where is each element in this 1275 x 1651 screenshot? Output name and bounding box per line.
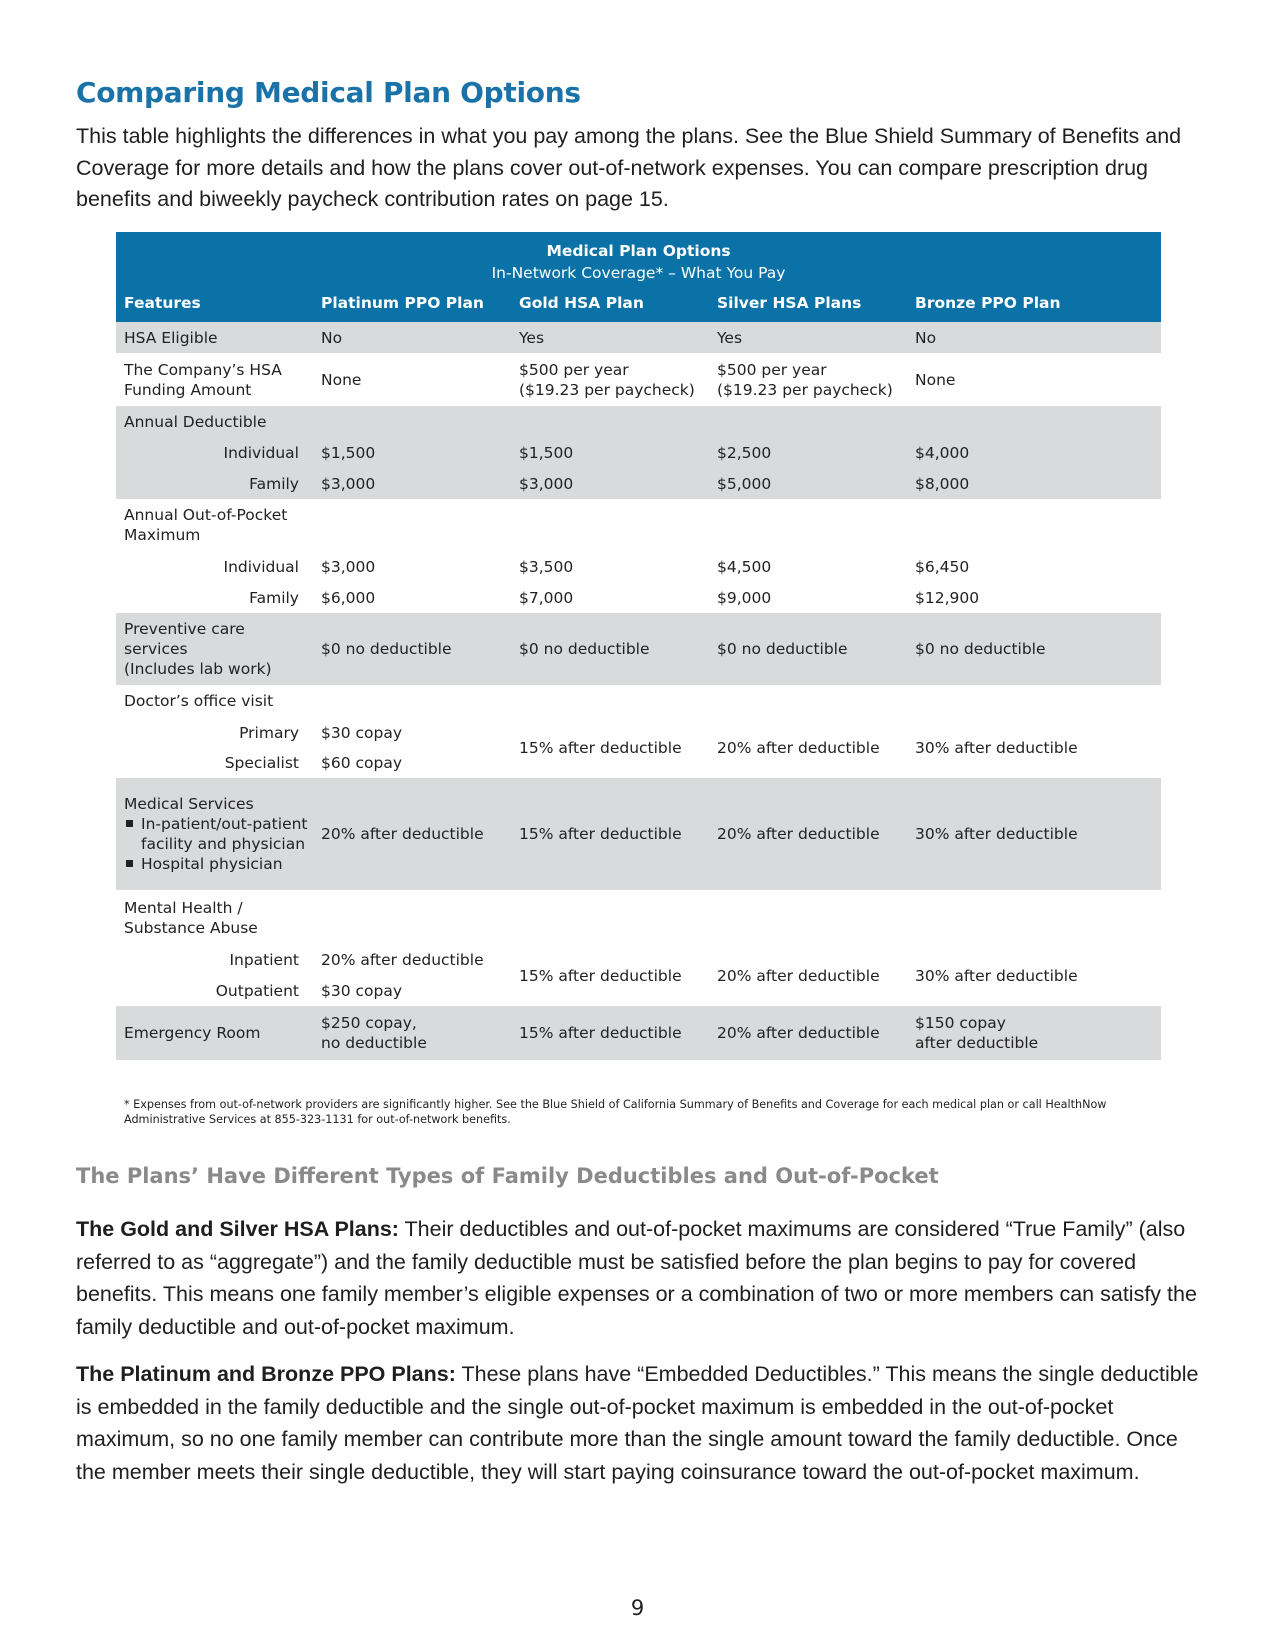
cell-silver: $5,000 (709, 468, 907, 499)
plan-comparison-table (116, 232, 1161, 1060)
row-label: Emergency Room (116, 1006, 313, 1060)
cell-platinum: $1,500 (313, 438, 511, 468)
cell-bronze: 30% after deductible (907, 778, 1161, 890)
table-row (116, 1006, 1161, 1060)
sub-label-individual: Individual (116, 551, 313, 582)
sub-label-inpatient: Inpatient (116, 945, 313, 975)
paragraph-body: These plans have “Embedded Deductibles.” This means the single deductible is embedded in the family deductible and the single out-of-pocket maximum is embedded in the out-of-pocket maximum, so no one family member can contribute more than the single amount toward the family deductible. Once the member meets their single deductible, they will start paying coinsurance toward the out-of-pocket maximum. (76, 1362, 1199, 1484)
page-number: 9 (630, 1596, 645, 1620)
table-row (116, 613, 1161, 685)
cell-gold: 15% after deductible (511, 778, 709, 890)
cell-platinum: $60 copay (313, 748, 511, 778)
row-label-line: services (124, 640, 188, 658)
cell-platinum: $6,000 (313, 582, 511, 613)
cell-line: $500 per year (519, 360, 629, 379)
table-row (116, 945, 1161, 975)
cell-gold: Yes (511, 322, 709, 353)
row-label (116, 890, 313, 945)
cell-platinum: $3,000 (313, 551, 511, 582)
cell-line: $150 copay (915, 1014, 1006, 1032)
row-label-line: Preventive care (124, 620, 245, 638)
sub-label-primary: Primary (116, 717, 313, 748)
section-heading: The Plans’ Have Different Types of Family Deductibles and Out-of-Pocket (76, 1164, 939, 1188)
cell-silver: 20% after deductible (709, 717, 907, 778)
table-row (116, 406, 1161, 438)
cell-bronze: $8,000 (907, 468, 1161, 499)
table-caption-row (116, 232, 1161, 288)
row-label (116, 778, 313, 890)
cell-platinum: $0 no deductible (313, 613, 511, 685)
row-label-line: The Company’s HSA (124, 360, 282, 379)
cell-gold: 15% after deductible (511, 945, 709, 1006)
table-caption (116, 232, 1161, 288)
bullet-item: Hospital physician (124, 854, 313, 874)
table-row (116, 778, 1161, 890)
cell-silver: $9,000 (709, 582, 907, 613)
cell-silver: 20% after deductible (709, 1006, 907, 1060)
cell-bronze: No (907, 322, 1161, 353)
table-row (116, 890, 1161, 945)
table-caption-title: Medical Plan Options (546, 242, 731, 260)
cell-bronze: $4,000 (907, 438, 1161, 468)
paragraph-ppo-plans (76, 1358, 1211, 1488)
sub-label-individual: Individual (116, 438, 313, 468)
sub-label-family: Family (116, 468, 313, 499)
table-row (116, 322, 1161, 353)
table-row (116, 353, 1161, 406)
cell-platinum: $3,000 (313, 468, 511, 499)
cell-bronze: 30% after deductible (907, 945, 1161, 1006)
bullet-list (124, 814, 313, 874)
cell-gold (511, 353, 709, 406)
bullet-item: In-patient/out-patient facility and physician (124, 814, 313, 854)
row-label: HSA Eligible (116, 322, 313, 353)
row-label (116, 613, 313, 685)
cell-platinum: $30 copay (313, 717, 511, 748)
paragraph-body: Their deductibles and out-of-pocket maximums are considered “True Family” (also referred to as “aggregate”) and the family deductible must be satisfied before the plan begins to pay for covered benefits. This means one family member’s eligible expenses or a combination of two or more members can satisfy the family deductible and out-of-pocket maximum. (76, 1217, 1197, 1339)
cell-line: $500 per year (717, 360, 827, 379)
table-footnote: * Expenses from out-of-network providers are significantly higher. See the Blue Shield of California Summary of Benefits and Coverage for each medical plan or call HealthNow Administrative Services at 855-323-1131 for out-of-network benefits. (124, 1098, 1107, 1126)
sub-label-specialist: Specialist (116, 748, 313, 778)
row-label-line: Maximum (124, 526, 201, 544)
cell-gold: $3,500 (511, 551, 709, 582)
row-label-line: (Includes lab work) (124, 660, 272, 678)
cell-platinum (313, 1006, 511, 1060)
cell-bronze: $6,450 (907, 551, 1161, 582)
paragraph-lead: The Gold and Silver HSA Plans: (76, 1217, 399, 1241)
row-label (116, 353, 313, 406)
row-label-line: Substance Abuse (124, 918, 258, 937)
header-gold: Gold HSA Plan (511, 288, 709, 322)
cell-gold: 15% after deductible (511, 717, 709, 778)
cell-bronze: 30% after deductible (907, 717, 1161, 778)
row-label: Doctor’s office visit (116, 685, 313, 717)
cell-line: ($19.23 per paycheck) (717, 380, 893, 399)
row-label-line: Funding Amount (124, 380, 252, 399)
table-row (116, 685, 1161, 717)
cell-platinum: No (313, 322, 511, 353)
cell-line: after deductible (915, 1034, 1039, 1052)
row-label (116, 499, 313, 551)
table-row (116, 438, 1161, 468)
table-row (116, 582, 1161, 613)
cell-gold: $3,000 (511, 468, 709, 499)
cell-silver (709, 353, 907, 406)
paragraph-hsa-plans (76, 1213, 1211, 1343)
cell-bronze (907, 1006, 1161, 1060)
cell-line: ($19.23 per paycheck) (519, 380, 695, 399)
cell-bronze: $0 no deductible (907, 613, 1161, 685)
table-row (116, 468, 1161, 499)
cell-silver: $2,500 (709, 438, 907, 468)
table-row (116, 551, 1161, 582)
intro-paragraph: This table highlights the differences in what you pay among the plans. See the Blue Shield Summary of Benefits and Coverage for more details and how the plans cover out-of-network expenses. You can compare prescription drug benefits and biweekly paycheck contribution rates on page 15. (76, 124, 1182, 211)
cell-bronze: None (907, 353, 1161, 406)
cell-silver: $0 no deductible (709, 613, 907, 685)
cell-bronze: $12,900 (907, 582, 1161, 613)
table-caption-subtitle: In-Network Coverage* – What You Pay (491, 264, 786, 282)
table-row (116, 717, 1161, 748)
cell-platinum: None (313, 353, 511, 406)
row-label-line: Medical Services (124, 795, 254, 813)
header-bronze: Bronze PPO Plan (907, 288, 1161, 322)
cell-platinum: 20% after deductible (313, 945, 511, 975)
cell-gold: $0 no deductible (511, 613, 709, 685)
cell-platinum: 20% after deductible (313, 778, 511, 890)
page-title: Comparing Medical Plan Options (76, 76, 581, 109)
header-silver: Silver HSA Plans (709, 288, 907, 322)
row-label: Annual Deductible (116, 406, 313, 438)
row-label-line: Annual Out-of-Pocket (124, 506, 288, 524)
row-label-line: Mental Health / (124, 898, 243, 917)
table-header-row (116, 288, 1161, 322)
cell-gold: $7,000 (511, 582, 709, 613)
sub-label-family: Family (116, 582, 313, 613)
cell-platinum: $30 copay (313, 975, 511, 1006)
table-row (116, 499, 1161, 551)
header-platinum: Platinum PPO Plan (313, 288, 511, 322)
cell-line: $250 copay, (321, 1014, 417, 1032)
cell-gold: 15% after deductible (511, 1006, 709, 1060)
cell-silver: 20% after deductible (709, 778, 907, 890)
header-features: Features (116, 288, 313, 322)
cell-gold: $1,500 (511, 438, 709, 468)
cell-silver: 20% after deductible (709, 945, 907, 1006)
sub-label-outpatient: Outpatient (116, 975, 313, 1006)
cell-line: no deductible (321, 1034, 427, 1052)
cell-silver: Yes (709, 322, 907, 353)
cell-silver: $4,500 (709, 551, 907, 582)
paragraph-lead: The Platinum and Bronze PPO Plans: (76, 1362, 456, 1386)
